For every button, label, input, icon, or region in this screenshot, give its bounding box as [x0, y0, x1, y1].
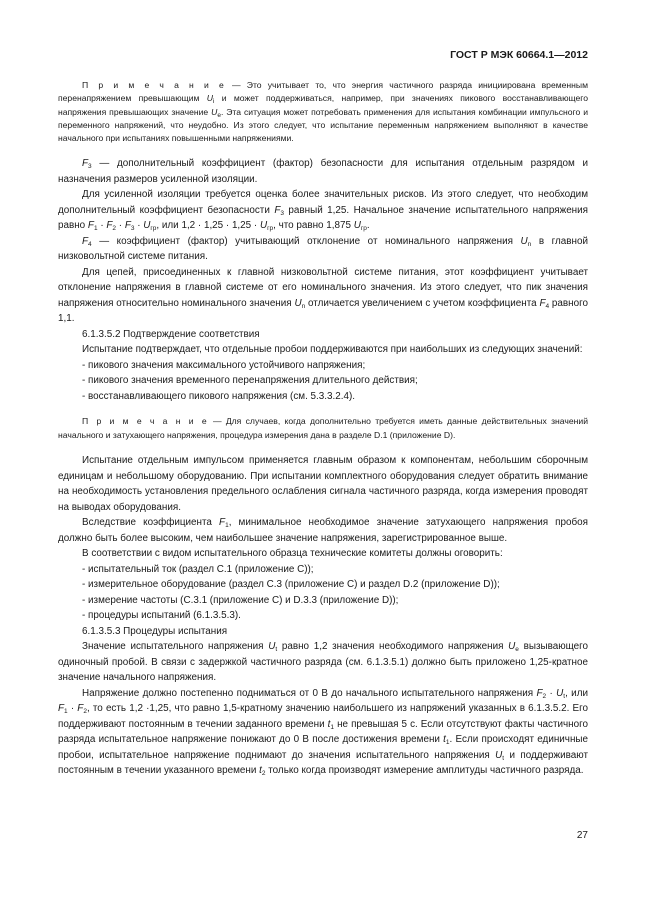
section-heading-6-1-3-5-2: 6.1.3.5.2 Подтверждение соответствия	[82, 328, 260, 340]
list-item: - процедуры испытаний (6.1.3.5.3).	[82, 610, 241, 622]
document-page	[58, 30, 588, 779]
list-item: - пикового значения временного перенапряжения длительного действия;	[82, 375, 418, 387]
paragraph-procedure: Напряжение должно постепенно подниматься от 0 В до начального испытательного напряжения $F_2 \cdot U_t$, или $F_1 \cdot F_2$, то есть 1,2 ·1,25, что равно 1,5-кратному значению наибольшего из напряжений указанных в 6.1.3.5.2. Его поддерживают постоянным в течении заданного времени $t_1$ не превышая 5 с. Если отсутствуют факты частичного разряда испытательное напряжение понижают до 0 В после достижения времени $t_1$. Если происходят единичные пробои, испытательное напряжение поднимают до значения испытательного напряжения $U_t$ и поддерживают постоянным в течении указанного времени $t_2$ только когда производят измерение амплитуды частичного разряда.	[58, 687, 588, 778]
paragraph-reinforced: Для усиленной изоляции требуется оценка более значительных рисков. Из этого следует, что необходим дополнительный коэффициент безопасности $F_3$ равный 1,25. Начальное значение испытательного напряжения равно $F_1 \cdot F_2 \cdot F_3 \cdot U_{гр}$, или $1,2 \cdot 1,25 \cdot 1,25 \cdot U_{гр}$, что равно 1,875 $U_{гр}$.	[58, 189, 589, 233]
paragraph-f3: $F_3$ — дополнительный коэффициент (фактор) безопасности для испытания отдельным разрядом и назначения размеров усиленной изоляции.	[58, 158, 588, 185]
list-item: - измерительное оборудование (раздел С.3 (приложение С) и раздел D.2 (приложение D));	[82, 579, 500, 591]
paragraph-confirmation: Испытание подтверждает, что отдельные пробои поддерживаются при наибольших из следующих значений:	[82, 344, 583, 356]
list-item: - восстанавливающего пикового напряжения (см. 5.3.3.2.4).	[82, 390, 356, 402]
paragraph-circuits: Для цепей, присоединенных к главной низковольтной системе питания, этот коэффициент учитывает отклонение напряжения в главной системе от его номинального значения. Из этого следует, что пик значения напряжения относительно номинального значения $U_n$ отличается увеличением с учетом коэффициента $F_4$ равного 1,1.	[58, 266, 588, 325]
note-label: П р и м е ч а н и е	[82, 416, 209, 427]
list-item: - испытательный ток (раздел С.1 (приложение С));	[82, 563, 314, 575]
paragraph-test-voltage: Значение испытательного напряжения $U_t$ равно 1,2 значения необходимого напряжения $U_e$ вызывающего одиночный пробой. В связи с задержкой частичного разряда (см. 6.1.3.5.1) должно быть приложено 1,25-кратное значение начального напряжения.	[58, 641, 588, 684]
note-label: П р и м е ч а н и е	[82, 80, 226, 90]
paragraph-f4: $F_4$ — коэффициент (фактор) учитывающий отклонение от номинального напряжения $U_n$ в главной низковольтной системе питания.	[58, 235, 588, 263]
document-header: ГОСТ Р МЭК 60664.1—2012	[450, 49, 588, 61]
section-heading-6-1-3-5-3: 6.1.3.5.3 Процедуры испытания	[82, 625, 228, 637]
list-item: - пикового значения максимального устойчивого напряжения;	[82, 359, 366, 371]
paragraph-committees: В соответствии с видом испытательного образца технические комитеты должны оговорить:	[82, 548, 503, 560]
list-item: - измерение частоты (С.3.1 (приложение С) и D.3.3 (приложение D));	[82, 594, 399, 606]
page-number: 27	[576, 830, 588, 841]
note-paragraph: П р и м е ч а н и е — Это учитывает то, что энергия частичного разряда инициирована временным перенапряжением превышающим $U_i$ и может поддерживаться, например, при значениях пикового восстанавливающего напряжения превышающих значение $U_e$. Эта ситуация может потребовать применения для испытания комбинации импульсного и переменного напряжений, что неудобно. Из этого следует, что испытание переменным напряжением выполняют в качестве начального при испытаниях повышенными напряжениями.	[58, 80, 589, 144]
note-paragraph-2: П р и м е ч а н и е — Для случаев, когда дополнительно требуется иметь данные действительных значений начального и затухающего напряжения, процедура измерения дана в разделе D.1 (приложение D).	[58, 416, 588, 440]
paragraph-impulse: Испытание отдельным импульсом применяется главным образом к компонентам, небольшим сборочным единицам и небольшому оборудованию. При испытании комплектного оборудования следует обратить внимание на необходимость установления предельного ослабления сигнала частичного разряда, когда измерения проводят на выводах оборудования.	[58, 455, 588, 513]
paragraph-f1: Вследствие коэффициента $F_1$, минимальное необходимое значение затухающего напряжения пробоя должно быть более высоким, чем наибольшее значение напряжения, зарегистрированное выше.	[58, 517, 588, 544]
